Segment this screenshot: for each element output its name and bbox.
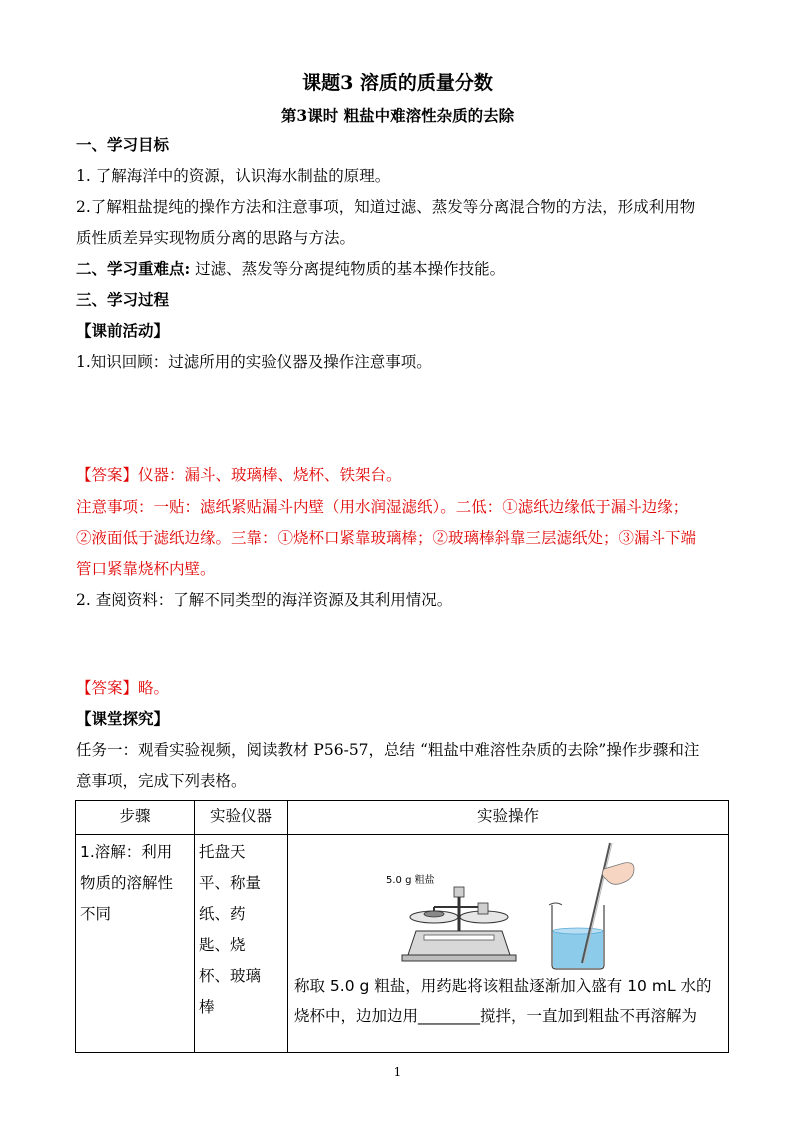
- answer-1-line1: [76, 465, 402, 485]
- goal-item-2-line2: 质性质差异实现物质分离的思路与方法。: [76, 229, 356, 247]
- table-cell-step: [76, 835, 195, 1053]
- step-text-line: 1.溶解：利用: [80, 843, 173, 861]
- goal-item-1: 1. 了解海洋中的资源，认识海水制盐的原理。: [76, 167, 391, 185]
- answer-2-text: 略。: [138, 679, 170, 697]
- instrument-text-line: 平、称量: [199, 874, 262, 892]
- preclass-question-1: 1.知识回顾：过滤所用的实验仪器及操作注意事项。: [76, 353, 432, 371]
- instrument-text-line: 匙、烧: [199, 936, 246, 954]
- preclass-question-2: 2. 查阅资料：了解不同类型的海洋资源及其利用情况。: [76, 591, 453, 609]
- task-line-2: 意事项，完成下列表格。: [76, 772, 247, 790]
- page-subtitle: 第3课时 粗盐中难溶性杂质的去除: [280, 106, 515, 125]
- table-header-cell: 步骤: [76, 801, 195, 835]
- answer-label: 【答案】: [76, 466, 139, 484]
- dissolving-illustration: [294, 835, 722, 971]
- answer-1-text: 仪器：漏斗、玻璃棒、烧杯、铁架台。: [138, 466, 402, 484]
- operation-text-line: 称取 5.0 g 粗盐，用药匙将该粗盐逐渐加入盛有 10 mL 水的: [294, 977, 712, 995]
- section-heading-process: 三、学习过程: [76, 290, 170, 309]
- step-text-line: 物质的溶解性: [80, 874, 174, 892]
- key-points-heading: 二、学习重难点:: [76, 259, 191, 278]
- operation-text-line: 烧杯中，边加边用________搅拌，一直加到粗盐不再溶解为: [294, 1007, 698, 1025]
- table-cell-instruments: [195, 835, 288, 1053]
- page-number: 1: [393, 1065, 402, 1079]
- answer-1-line4: 管口紧靠烧杯内壁。: [76, 560, 216, 578]
- table-header-cell: 实验操作: [288, 801, 729, 835]
- instrument-text-line: 纸、药: [199, 905, 246, 923]
- goal-item-2-line1: 2.了解粗盐提纯的操作方法和注意事项，知道过滤、蒸发等分离混合物的方法，形成利用物: [76, 198, 696, 216]
- steps-table: [75, 800, 729, 1053]
- balance-icon: [402, 887, 516, 961]
- key-points-line: [76, 259, 505, 279]
- answer-1-line2: 注意事项：一贴：滤纸紧贴漏斗内壁（用水润湿滤纸）。二低：①滤纸边缘低于漏斗边缘；: [76, 498, 689, 516]
- preclass-heading: 【课前活动】: [76, 321, 170, 340]
- answer-label: 【答案】: [76, 679, 139, 697]
- answer-2-line: [76, 678, 169, 698]
- table-row: [76, 835, 729, 1053]
- section-heading-goals: 一、学习目标: [76, 135, 170, 154]
- table-cell-operation: [288, 835, 729, 1053]
- key-points-text: 过滤、蒸发等分离提纯物质的基本操作技能。: [190, 260, 506, 278]
- instrument-text-line: 托盘天: [199, 843, 246, 861]
- classroom-heading: 【课堂探究】: [76, 709, 170, 728]
- instrument-text-line: 棒: [199, 998, 215, 1016]
- answer-1-line3: ②液面低于滤纸边缘。三靠：①烧杯口紧靠玻璃棒；②玻璃棒斜靠三层滤纸处；③漏斗下端: [76, 529, 697, 547]
- instrument-text-line: 杯、玻璃: [199, 967, 262, 985]
- table-header-row: [76, 801, 729, 835]
- table-header-cell: 实验仪器: [195, 801, 288, 835]
- figure-label: 5.0 g 粗盐: [386, 875, 435, 886]
- balance-and-beaker-figure: [294, 835, 724, 971]
- page-title: 课题3 溶质的质量分数: [302, 72, 493, 94]
- step-text-line: 不同: [80, 905, 112, 923]
- task-line-1: 任务一：观看实验视频，阅读教材 P56-57，总结 “粗盐中难溶性杂质的去除”操作步骤和注: [76, 741, 700, 759]
